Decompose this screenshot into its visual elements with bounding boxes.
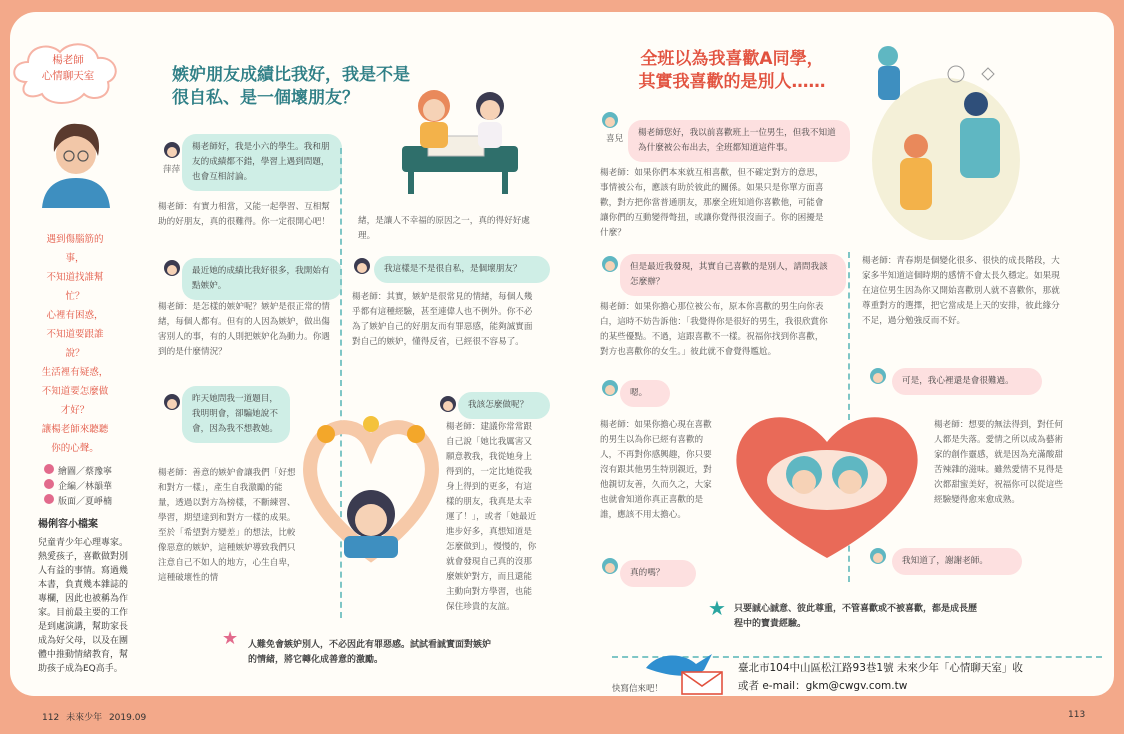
- prompt-line: 生活裡有疑惑，: [41, 367, 109, 378]
- right-title-line2: 其實我喜歡的是別人……: [638, 72, 826, 92]
- answer-block: [862, 254, 1060, 329]
- student-avatar-icon: [598, 378, 622, 398]
- side-prompts: [38, 230, 112, 458]
- answer-block: [600, 418, 716, 523]
- answer-text: 善意的嫉妒會讓我們「好想和對方一樣」，產生自我激勵的能量，透過以對方為榜樣，不斷練習、學習，期望達到和對方一樣的成果。至於「希望對方變差」的想法，比較像惡意的嫉妒，這種嫉妒導致我們只注意自己不如人的地方，心生自卑，這種破壞性的情: [158, 468, 296, 583]
- left-tip: 人難免會嫉妒別人，不必因此有罪惡感。試試看誠實面對嫉妒的情緒，將它轉化成善意的激勵。: [248, 640, 492, 665]
- left-title: [172, 64, 410, 110]
- speaker-label: 楊老師：: [158, 302, 193, 312]
- question-bubble: 真的嗎？: [620, 560, 696, 587]
- flower-heart-illustration: [296, 394, 446, 564]
- star-icon: ★: [222, 628, 239, 649]
- left-title-line1: 嫉妒朋友成績比我好，我是不是: [172, 65, 410, 85]
- speaker-label: 楊老師：: [934, 420, 969, 430]
- answer-block: [934, 418, 1068, 508]
- layout-icon: [44, 494, 54, 504]
- prompt-line: 心裡有困惑，: [46, 310, 104, 321]
- student-avatar-icon: [866, 546, 890, 566]
- question-bubble: 我知道了，謝謝老師。: [892, 548, 1022, 575]
- heart-couple-illustration: [722, 398, 932, 564]
- prompt-line: 你的心聲。: [51, 443, 99, 454]
- left-footer: [42, 710, 146, 723]
- student-avatar-icon: [598, 110, 622, 130]
- prompt-line: 讓楊老師來聽聽: [41, 424, 109, 435]
- student-avatar-icon: [436, 394, 460, 414]
- badge-line1: 楊老師: [52, 54, 84, 66]
- page-number: 113: [1068, 710, 1086, 720]
- speaker-label: 楊老師：: [600, 168, 635, 178]
- answer-block: [158, 300, 338, 360]
- question-bubble: 最近她的成績比我好很多，我開始有點嫉妒。: [182, 258, 342, 300]
- credit-illustration: 繪圖／蔡豫寧: [58, 467, 113, 477]
- asker-name: 喜兒: [606, 134, 624, 144]
- left-title-line2: 很自私、是一個壞朋友？: [172, 88, 359, 108]
- student-avatar-icon: [866, 366, 890, 386]
- girls-studying-illustration: [398, 82, 522, 194]
- teacher-portrait: [36, 116, 116, 208]
- answer-text: 想要的無法得到，對任何人都是失落。愛情之所以成為藝術家的創作靈感，就是因為充滿酸甜苦辣雜的滋味。雖然愛情不見得是次都甜蜜美好，祝福你可以從這些經驗變得愈來愈成熟。: [934, 420, 1063, 505]
- speaker-label: 楊老師：: [158, 468, 193, 478]
- classmates-illustration: [856, 34, 1022, 240]
- page-number: 112: [42, 713, 60, 723]
- brush-icon: [44, 464, 54, 474]
- question-bubble: 可是，我心裡還是會很難過。: [892, 368, 1042, 395]
- answer-text: 建議你常常跟自己說「她比我厲害又願意教我，我從她身上得到的，一定比她從我身上得到的更多，有這樣的朋友，我真是太幸運了！」，或者「她最近進步好多，真想知道是怎麼做到」，慢慢的，你就會發現自己真的沒那麼嫉妒對方，而且還能主動向對方學習，也能保住珍貴的友誼。: [446, 422, 537, 612]
- badge-line2: 心情聊天室: [41, 70, 95, 82]
- speaker-label: 楊老師：: [352, 292, 387, 302]
- speaker-label: 楊老師：: [600, 420, 635, 430]
- answer-text: 是怎樣的嫉妒呢？嫉妒是很正常的情緒，每個人都有。但有的人因為嫉妒，做出傷害別人的事，有的人則把嫉妒化為動力。你遇到的是什麼情況？: [158, 302, 330, 357]
- answer-text: 如果你擔心那位被公布，原本你喜歡的男生向你表白，這時不妨告訴他：「我覺得你是很好的男生，我很欣賞你的某些優點。不過，這跟喜歡不一樣。祝福你找到你喜歡，對方也喜歡你的女生。」彼此就不會覺得尷尬。: [600, 302, 828, 357]
- pen-icon: [44, 479, 54, 489]
- author-bio: [38, 518, 128, 676]
- speaker-label: 楊老師：: [158, 202, 193, 212]
- answer-block: [352, 290, 538, 350]
- question-bubble: 我該怎麼做呢？: [458, 392, 550, 419]
- answer-block: [600, 300, 832, 360]
- bio-title: 楊俐容小檔案: [38, 519, 98, 530]
- speaker-label: 楊老師：: [446, 422, 481, 432]
- prompt-line: 不知道要怎麼做才好？: [41, 386, 109, 416]
- student-avatar-icon: [598, 556, 622, 576]
- issue-date: 2019.09: [108, 713, 147, 723]
- prompt-line: 不知道要跟誰說？: [46, 329, 104, 359]
- answer-block: [446, 420, 538, 615]
- answer-text: 其實，嫉妒是很常見的情緒，每個人幾乎都有這種經驗，甚至連偉人也不例外。你不必為了嫉妒自己的好朋友而有罪惡感，能夠誠實面對自己的嫉妒，懂得反省，已經很不容易了。: [352, 292, 533, 347]
- right-title: [612, 48, 852, 94]
- answer-text: 青春期是個變化很多、很快的成長階段，大家多半知道這個時期的感情不會太長久穩定。如果現在這位男生因為你又開始喜歡別人就不喜歡你，那就尊重對方的選擇，把它當成是上天的安排，彼此緣分不足，過分勉強反而不好。: [862, 256, 1060, 326]
- answer-continued: 緒，是讓人不幸福的原因之一，真的得好好處理。: [358, 216, 530, 241]
- credits: [44, 464, 112, 509]
- answer-text: 如果你擔心現在喜歡的男生以為你已經有喜歡的人，不再對你感興趣，你只要沒有跟其他男生特別親近，對他親切友善，久而久之，大家也就會知道你真正喜歡的是誰，應該不用太擔心。: [600, 420, 712, 520]
- question-bubble: 楊老師好，我是小六的學生。我和朋友的成績都不錯，學習上遇到問題，也會互相討論。: [182, 134, 342, 191]
- question-bubble: 我這樣是不是很自私，是個壞朋友？: [374, 256, 550, 283]
- magazine-name: 未來少年: [66, 713, 103, 723]
- right-title-line1: 全班以為我喜歡A同學，: [640, 49, 824, 69]
- student-avatar-icon: [350, 256, 374, 276]
- answer-block: [158, 200, 338, 230]
- mail-address: 臺北市104中山區松江路93巷1號 未來少年「心情聊天室」收: [738, 662, 1023, 674]
- answer-text: 有實力相當，又能一起學習、互相幫助的好朋友，真的很難得。你一定很開心吧！: [158, 202, 330, 227]
- question-bubble: 楊老師您好，我以前喜歡班上一位男生，但我不知道為什麼被公布出去，全班都知道這件事。: [628, 120, 850, 162]
- answer-text: 如果你們本來就互相喜歡，但不確定對方的意思，事情被公布，應該有助於彼此的關係。如果只是你單方面喜歡，對方把你當普通朋友，那麼全班知道你喜歡他，可能會讓你們的互動變得彆扭，或讓你覺得很沒面子。你的困擾是什麼？: [600, 168, 824, 238]
- question-bubble: 但是最近我發現，其實自己喜歡的是別人，請問我該怎麼辦？: [620, 254, 846, 296]
- student-avatar-icon: [598, 254, 622, 274]
- bio-text: 兒童青少年心理專家。熱愛孩子，喜歡做對別人有益的事情。寫過幾本書，負責幾本雜誌的專欄，因此也被稱為作家。目前最主要的工作是到處演講，幫助家長成為好父母，以及在團體中推動情緒教育，幫助孩子成為EQ高手。: [38, 538, 129, 674]
- prompt-line: 遇到傷腦筋的事，: [46, 234, 104, 264]
- student-avatar-icon: [160, 258, 184, 278]
- question-bubble: 嗯。: [620, 380, 670, 407]
- mail-label: 快寫信來吧！: [612, 684, 664, 694]
- answer-block: [158, 466, 298, 586]
- student-avatar-icon: [160, 392, 184, 412]
- credit-editor: 企編／林韻華: [58, 482, 113, 492]
- student-avatar-icon: [160, 140, 184, 160]
- right-tip: 只要誠心誠意、彼此尊重，不管喜歡或不被喜歡，都是成長歷程中的寶貴經驗。: [734, 604, 978, 629]
- column-badge: [28, 52, 108, 84]
- question-bubble: 昨天她問我一道題目，我明明會，卻騙她說不會，因為我不想教她。: [182, 386, 290, 443]
- speaker-label: 楊老師：: [600, 302, 635, 312]
- asker-name: 萍萍: [163, 165, 181, 175]
- credit-layout: 版面／夏崢楠: [58, 497, 113, 507]
- prompt-line: 不知道找誰幫忙？: [46, 272, 104, 302]
- contact-email[interactable]: 或者 e-mail：gkm@cwgv.com.tw: [738, 680, 908, 692]
- speaker-label: 楊老師：: [862, 256, 897, 266]
- answer-block: [600, 166, 832, 241]
- star-icon: ★: [708, 596, 726, 620]
